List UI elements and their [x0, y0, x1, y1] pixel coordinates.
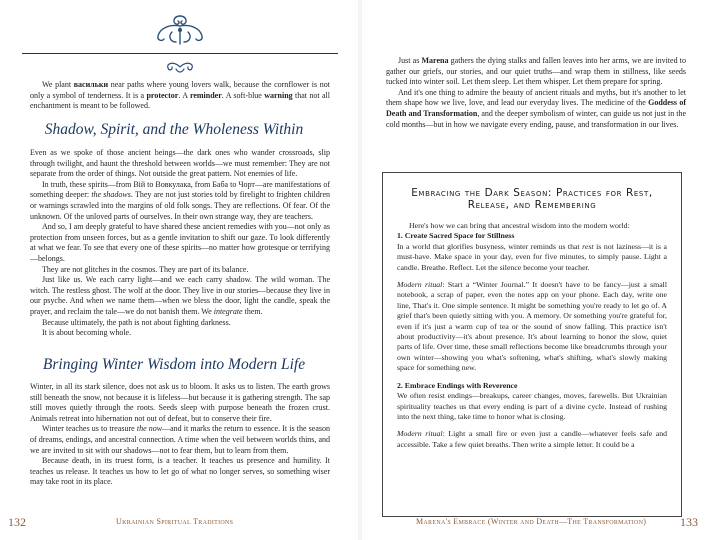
intro-paragraph: [30, 80, 330, 112]
text-run: Even as we spoke of those ancient beings—the dark ones who wander crossroads, slip through twilight, and haunt the threshold between worlds—we must remember: They are not separate from the order of things. Not outside the great pattern. Not enemies of life.: [30, 148, 330, 179]
body-paragraph: [397, 391, 667, 422]
text-run: —and it marks the return to essence. It is the season of dreams, endings, and ancestral connection. A time when the veil between worlds thins, and we are invited to sit with our shadows—not to fear them, but to learn from them.: [30, 424, 331, 455]
text-run: We plant: [42, 80, 74, 89]
scroll-ornament-icon: [150, 12, 210, 46]
bold-text: 1. Create Sacred Space for Stillness: [397, 231, 515, 241]
text-run: : Light a small fire or even just a candle—whatever feels safe and accessible. Take a few quiet breaths. Then write a simple letter. It could be a: [397, 429, 667, 449]
bold-text: Marena: [421, 56, 449, 65]
opening-paragraphs: [386, 56, 686, 130]
text-run: . A: [178, 90, 190, 100]
body-paragraph: [386, 56, 686, 88]
practices-sidebar-box: [382, 172, 682, 517]
body-paragraph: [397, 242, 667, 273]
paragraph-gap: [397, 273, 667, 280]
bold-text: Goddess of Death and Transformation: [386, 98, 687, 118]
right-page: [360, 0, 720, 540]
section-heading-shadow: Shadow, Spirit, and the Wholeness Within: [44, 121, 304, 138]
italic-text: the now: [136, 424, 163, 434]
body-paragraph: [30, 222, 330, 264]
bold-text: protector: [146, 90, 179, 100]
sidebar-title: Embracing the Dark Season: Practices for Rest, Release, and Remembering: [411, 187, 653, 211]
running-footer-left: Ukrainian Spiritual Traditions: [116, 517, 234, 526]
text-run: In truth, these spirits—from Вій to Вовкулака, from Баба to Чорт—are manifestations of something deeper:: [30, 179, 330, 200]
section-winter-body: [30, 382, 330, 488]
bold-text: reminder: [189, 90, 222, 100]
text-run: Winter, in all its stark silence, does not ask us to bloom. It asks us to listen. The earth grows still beneath the snow, not because it is lifeless—but because it is gathering strength. The sap still moves quietly through the roots. Seeds sleep with purpose beneath the frozen crust. Animals retreat into hibernation not out of defeat, but to conserve their fire.: [30, 382, 330, 423]
bold-text: warning: [264, 90, 293, 100]
text-run: : Start a “Winter Journal.” It doesn't have to be fancy—just a small notebook, a scrap of paper, even the notes app on your phone. Each day, write one line, That's it. One simple sentence. It might be something you're ready to let go of. A grief that's been quietly sitting with you. A memory. Or something you're grateful for, even if it's just a warm cup of tea or the sound of snow falling. This practice isn't about productivity—it's about presence. It's about learning to honor the slow, quiet parts of life. Over time, these small reflections become like breadcrumbs through your own winter—showing you what's softening, what's shifting, what's slowly making space for something new.: [397, 280, 668, 373]
text-run: In a world that glorifies busyness, winter reminds us that: [397, 241, 583, 251]
text-run: Just as: [398, 56, 422, 65]
bold-text: 2. Embrace Endings with Reverence: [397, 380, 518, 390]
body-paragraph: [30, 424, 330, 456]
body-paragraph: [30, 180, 330, 222]
body-paragraph: [30, 456, 330, 488]
text-run: is not laziness—it is a must-have. Make space in your day, even for five minutes, to simply pause. Light a candle. Breathe. Reflect. Let the silence become your teacher.: [397, 241, 667, 272]
sidebar-body: [397, 221, 667, 450]
page-number-right: 133: [680, 515, 698, 529]
flourish-divider-icon: [162, 59, 198, 75]
page-number-left: 132: [8, 515, 26, 529]
body-paragraph: [397, 221, 667, 231]
text-run: And it's one thing to admire the beauty of ancient rituals and myths, but it's another to let them shape how we live, love, and lead our everyday lives. The medicine of the: [386, 87, 686, 108]
text-run: Because ultimately, the path is not about fighting darkness.: [42, 317, 231, 327]
body-paragraph: [30, 328, 330, 339]
body-paragraph: [397, 429, 667, 450]
body-paragraph: [397, 381, 667, 391]
body-paragraph: [397, 231, 667, 241]
text-run: that not all enchantment is meant to be followed.: [30, 90, 330, 111]
body-paragraph: [30, 275, 330, 317]
paragraph-gap: [397, 374, 667, 381]
body-paragraph: [386, 88, 686, 130]
body-paragraph: [30, 382, 330, 424]
text-run: near paths where young lovers walk, because the cornflower is not only a symbol of tenderness. It is a: [30, 80, 330, 100]
italic-text: the shadows: [91, 190, 131, 200]
text-run: . A soft-blue: [221, 90, 265, 100]
running-footer-right: Marena's Embrace (Winter and Death—The Transformation): [416, 517, 647, 526]
text-run: And so, I am deeply grateful to have shared these ancient remedies with you—not only as protection from unseen forces, but as a gentle invitation to shift our gaze. To look differently at what we fear. To see that every one of these spirits—no matter how grotesque or terrifying—belongs.: [30, 222, 330, 263]
body-paragraph: [30, 148, 330, 180]
text-run: Just like us. We each carry light—and we each carry shadow. The wild woman. The witch. The restless ghost. The wolf at the door. They live in our stories—because they live in our psyche. And when we name them—when we bless the door, light the candle, speak the prayer, and reclaim the tale—we do not banish them. We: [30, 275, 330, 316]
text-run: Because death, in its truest form, is a teacher. It teaches us presence and humility. It teaches us release. It teaches us how to let go of what no longer serves, so something wiser may take root in its place.: [30, 456, 330, 487]
text-run: gathers the dying stalks and fallen leaves into her arms, we are invited to gather our griefs, our stories, and our quiet truths—and wrap them in stillness, like seeds tucked into winter soil. Let them sleep. Let them whisper. Let them prepare for spring.: [386, 56, 686, 87]
paragraph-gap: [397, 422, 667, 429]
body-paragraph: [30, 265, 330, 276]
italic-text: Modern ritual: [397, 280, 443, 290]
text-run: It is about becoming whole.: [42, 328, 132, 338]
body-paragraph: [397, 280, 667, 374]
text-run: Here's how we can bring that ancestral wisdom into the modern world:: [409, 221, 630, 230]
italic-text: Modern ritual: [397, 429, 443, 439]
text-run: them.: [242, 306, 263, 316]
section-heading-winter: Bringing Winter Wisdom into Modern Life: [42, 356, 306, 373]
text-run: They are not glitches in the cosmos. They are part of its balance.: [42, 264, 249, 274]
text-run: . They are not just stories told by firelight to frighten children or warnings scrawled into the margins of old folk songs. They are reflections. Of fear. Of the unknown. Of the unloved parts of ourselves. In their own strange way, they are teachers.: [30, 190, 330, 221]
body-paragraph: [30, 318, 330, 329]
text-run: , and the deeper symbolism of winter, can guide us not just in the cold months—but in how we navigate every ending, pause, and transformation in our lives.: [386, 108, 686, 129]
text-run: Winter teaches us to treasure: [42, 424, 137, 434]
italic-text: integrate: [213, 306, 243, 316]
text-run: We often resist endings—breakups, career changes, moves, farewells. But Ukrainian spirituality teaches us that every ending is part of a divine cycle. Instead of rushing into the next thing, take time to honor what is closing.: [397, 391, 667, 421]
italic-text: rest: [582, 241, 594, 251]
header-rule: [22, 53, 338, 54]
bold-text: васильки: [73, 80, 109, 89]
section-shadow-body: [30, 148, 330, 339]
